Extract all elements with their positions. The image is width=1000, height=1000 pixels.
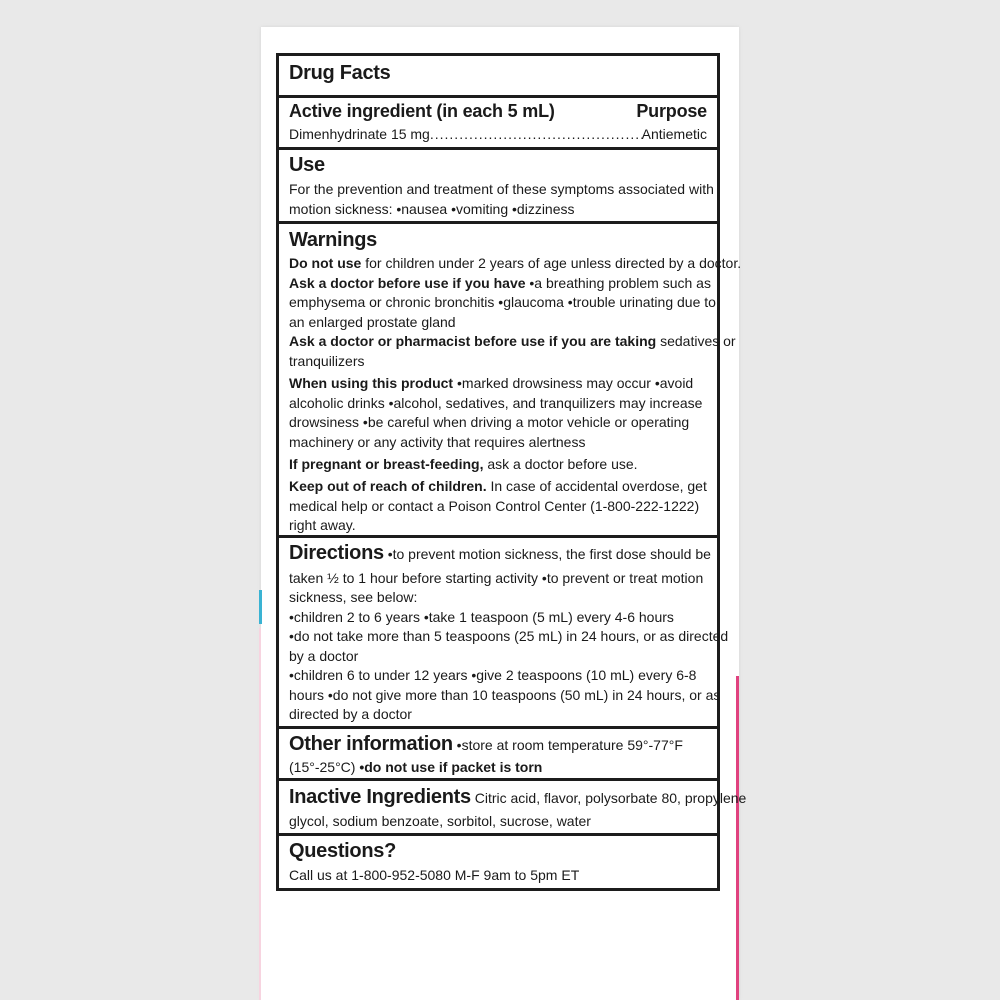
other-information-section xyxy=(279,726,717,778)
drug-facts-title: Drug Facts xyxy=(289,62,391,84)
other-info-heading: Other information xyxy=(289,733,453,755)
directions-heading: Directions xyxy=(289,542,384,564)
keep-out-line: right away. xyxy=(289,517,356,533)
pregnant-text: ask a doctor before use. xyxy=(483,456,638,472)
keep-out-line: medical help or contact a Poison Control Center (1-800-222-1222) xyxy=(289,498,700,514)
active-ingredient-heading: Active ingredient (in each 5 mL) xyxy=(289,101,555,121)
inactive-ingredients-section xyxy=(279,778,747,833)
packet-warning: •do not use if packet is torn xyxy=(359,759,543,775)
do-not-use-label: Do not use xyxy=(289,255,362,271)
directions-line: directed by a doctor xyxy=(289,706,412,722)
use-line: motion sickness: •nausea •vomiting •dizziness xyxy=(289,201,575,217)
directions-line: •children 6 to under 12 years •give 2 teaspoons (10 mL) every 6-8 xyxy=(289,667,697,683)
title-section xyxy=(279,56,717,95)
active-ingredient-row xyxy=(289,126,707,142)
drug-facts-label xyxy=(276,53,747,891)
pink-accent-stripe-right xyxy=(736,676,739,1000)
ask-doctor-line xyxy=(289,274,711,294)
when-using-label: When using this product xyxy=(289,375,454,391)
inactive-heading: Inactive Ingredients xyxy=(289,786,471,808)
inactive-line: glycol, sodium benzoate, sorbitol, sucrose, water xyxy=(289,813,591,829)
ask-pharmacist-label: Ask a doctor or pharmacist before use if you are taking xyxy=(289,333,657,349)
other-info-text: (15°-25°C) xyxy=(289,759,360,775)
directions-section xyxy=(279,535,729,726)
keep-out-line xyxy=(289,477,707,497)
questions-section xyxy=(279,833,717,891)
other-info-text: •store at room temperature 59°-77°F xyxy=(452,737,683,753)
ask-doctor-text: •a breathing problem such as xyxy=(525,275,711,291)
other-info-first-line xyxy=(289,735,707,756)
warnings-section xyxy=(279,221,742,535)
ask-pharmacist-line xyxy=(289,332,736,352)
ask-pharmacist-line: tranquilizers xyxy=(289,353,365,369)
inactive-text: Citric acid, flavor, polysorbate 80, propylene xyxy=(470,790,747,806)
use-section xyxy=(279,147,717,221)
ingredient-name: Dimenhydrinate 15 mg xyxy=(289,126,430,142)
active-ingredient-section xyxy=(279,95,717,147)
questions-heading: Questions? xyxy=(289,840,397,862)
when-using-line: drowsiness •be careful when driving a motor vehicle or operating xyxy=(289,414,690,430)
questions-line: Call us at 1-800-952-5080 M-F 9am to 5pm ET xyxy=(289,867,580,883)
when-using-line: machinery or any activity that requires alertness xyxy=(289,434,586,450)
directions-first-line xyxy=(289,542,711,565)
ingredient-purpose: Antiemetic xyxy=(641,126,707,142)
do-not-use-text: for children under 2 years of age unless directed by a doctor. xyxy=(361,255,742,271)
when-using-line: alcoholic drinks •alcohol, sedatives, and tranquilizers may increase xyxy=(289,395,703,411)
pink-accent-stripe-left xyxy=(259,628,261,1000)
ask-pharmacist-text: sedatives or xyxy=(656,333,736,349)
teal-accent-stripe xyxy=(259,590,262,624)
inactive-first-line xyxy=(289,786,747,809)
do-not-use-line xyxy=(289,254,742,274)
directions-line: by a doctor xyxy=(289,648,359,664)
keep-out-text: In case of accidental overdose, get xyxy=(486,478,707,494)
directions-line: •do not take more than 5 teaspoons (25 mL) in 24 hours, or as directed xyxy=(289,628,729,644)
ask-doctor-label: Ask a doctor before use if you have xyxy=(289,275,526,291)
use-heading: Use xyxy=(289,154,325,176)
directions-line: •children 2 to 6 years •take 1 teaspoon (5 mL) every 4-6 hours xyxy=(289,609,674,625)
when-using-line xyxy=(289,374,707,394)
leader-dots xyxy=(430,126,642,142)
directions-text: •to prevent motion sickness, the first dose should be xyxy=(383,546,711,562)
purpose-heading: Purpose xyxy=(636,101,707,121)
keep-out-label: Keep out of reach of children. xyxy=(289,478,487,494)
ask-doctor-line: emphysema or chronic bronchitis •glaucoma •trouble urinating due to xyxy=(289,294,716,310)
pregnant-line xyxy=(289,455,707,475)
other-info-line xyxy=(289,758,707,778)
warnings-heading: Warnings xyxy=(289,229,377,251)
when-using-text: •marked drowsiness may occur •avoid xyxy=(453,375,694,391)
use-line: For the prevention and treatment of these symptoms associated with xyxy=(289,181,714,197)
directions-line: taken ½ to 1 hour before starting activity •to prevent or treat motion xyxy=(289,570,704,586)
directions-line: hours •do not give more than 10 teaspoons (50 mL) in 24 hours, or as xyxy=(289,687,721,703)
ask-doctor-line: an enlarged prostate gland xyxy=(289,314,456,330)
directions-line: sickness, see below: xyxy=(289,589,418,605)
pregnant-label: If pregnant or breast-feeding, xyxy=(289,456,484,472)
